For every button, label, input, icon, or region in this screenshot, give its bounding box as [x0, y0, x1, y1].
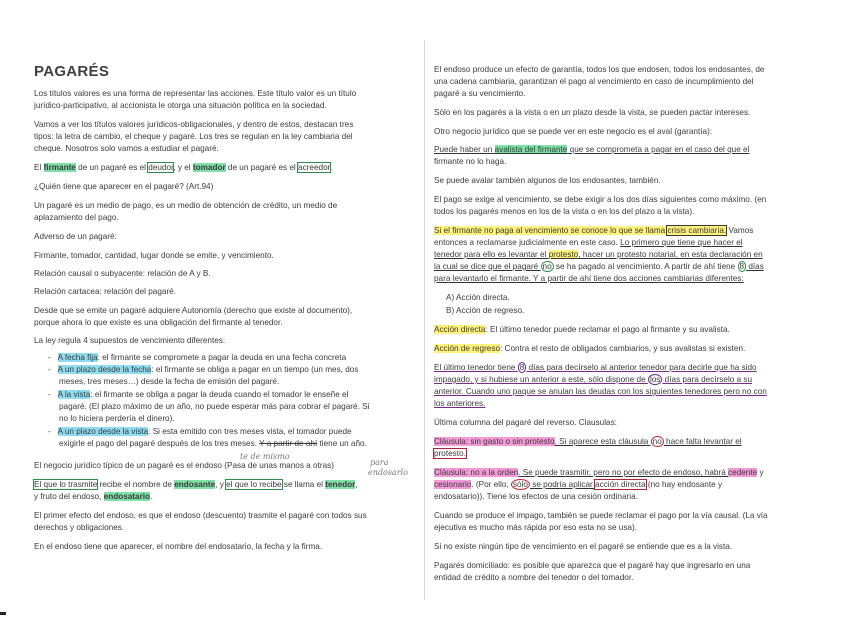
handwritten-note-3: endosarlo: [368, 468, 408, 477]
text: , y el: [173, 163, 193, 172]
boxed-deudor: deudor: [148, 163, 174, 172]
text: que se comprometa a pagar en el caso del que el: [567, 145, 750, 154]
boxed-acreedor: acreedor: [298, 163, 330, 172]
paragraph-5-line-2: aplazamiento del pago.: [34, 213, 119, 222]
highlight-no-a-la-orden: Cláusula: no a la orden: [434, 468, 519, 477]
paragraph-11: La ley regula 4 supuestos de vencimiento diferentes:: [34, 336, 226, 345]
text: : Contra el resto de obligados cambiarios, y sus avalistas si existen.: [500, 344, 746, 353]
paragraph-10-line-1: Desde que se emite un pagaré adquiere Autonomía (derecho que existe al documento),: [34, 306, 353, 315]
text: : el firmante se obliga a pagar en un tiempo (un mes, dos: [151, 365, 359, 374]
highlight-plazo-vista: A un plazo desde la vista: [57, 427, 149, 436]
right-paragraph-11-line-1: [434, 362, 757, 374]
right-paragraph-16: Si no existe ningún tipo de vencimiento en el pagaré se entiende que es a la vista.: [434, 542, 733, 551]
text: y fruto del endoso,: [34, 492, 104, 501]
text: Puede haber un: [434, 145, 495, 154]
text: Si el firmante no paga al vencimiento se conoce lo que se llama: [434, 226, 668, 235]
paragraph-2-line-2: tipos: la letra de cambio, el cheque y pagaré. Los tres se regulan en la ley cambiaria del: [34, 132, 353, 141]
text: (no hay endosante y: [645, 480, 723, 489]
text: para levantarlo el firmante. Y a partir de ahí tiene dos acciones cambiarias diferentes:: [434, 274, 744, 283]
highlight-accion-directa: Acción directa: [434, 325, 486, 334]
boxed-el-que-lo-recibe: el que lo recibe: [226, 480, 282, 489]
paragraph-3: [34, 162, 332, 174]
text: : Si esta emitido con tres meses vista, el tomador puede: [148, 427, 352, 436]
highlight-plazo-fecha: A un plazo desde la fecha: [57, 365, 152, 374]
paragraph-2-line-1: Vamos a ver los títulos valores jurídicos-obligacionales, y dentro de estos, destacan tres: [34, 120, 354, 129]
right-paragraph-7-line-4: [434, 261, 764, 273]
right-paragraph-14-line-2: [434, 479, 722, 491]
right-paragraph-3: Otro negocio jurídico que se puede ver en este negocio es el aval (garantía):: [434, 127, 713, 136]
paragraph-13-line-1: [34, 479, 358, 491]
paragraph-12: El negocio jurídico típico de un pagaré es el endoso (Pasa de unas manos a otras): [34, 461, 334, 470]
paragraph-6: Adverso de un pagaré:: [34, 232, 117, 241]
bullet-4-line-2: [59, 438, 367, 450]
text: de un pagaré es el: [225, 163, 299, 172]
bullet-2-line-2: meses, tres meses…) desde la fecha de emisión del pagaré.: [59, 377, 280, 386]
text: se llama el: [281, 480, 326, 489]
boxed-protesto: protesto.: [434, 449, 466, 458]
right-paragraph-10: [434, 343, 745, 355]
boxed-accion-directa: acción directa: [595, 480, 646, 489]
text: Vamos: [726, 226, 754, 235]
highlight-sin-gasto: Cláusula: sin gasto o sin protesto: [434, 437, 555, 446]
paragraph-9: Relación cartacea: relación del pagaré.: [34, 287, 177, 296]
text: ,: [355, 480, 358, 489]
right-option-a: A) Acción directa.: [446, 293, 510, 302]
bullet-3: - A la vista: el firmante se obliga a pagar la deuda cuando el tomador le enseñe el: [48, 390, 349, 399]
right-paragraph-6-line-1: El pago se exige al vencimiento, se debe exigir a los dos días siguientes como máximo. (en: [434, 195, 767, 204]
text: . (Por ello,: [471, 480, 511, 489]
text: impagado, y si hubiese un anterior a este, sólo dispone de: [434, 375, 648, 384]
paragraph-1-line-2: jurídico-participativo, al accionista le otorga una situación política en la sociedad.: [34, 101, 327, 110]
bullet-3-line-2: pagaré. (El plazo máximo de un año, no puede esperar más para cobrar el pagaré. Si: [59, 402, 370, 411]
right-paragraph-5: Se puede avalar también algunos de los endosantes, también.: [434, 176, 661, 185]
text: , hacer un protesto notarial, en esta declaración en: [578, 250, 763, 259]
circled-8-purple: 8: [519, 363, 525, 372]
text: El: [34, 163, 44, 172]
paragraph-15: En el endoso tiene que aparecer, el nombre del endosatario, la fecha y la firma.: [34, 542, 323, 551]
right-paragraph-14-line-3: endosatario)). Tiene los efectos de una cesión ordinaria.: [434, 492, 638, 501]
text: El último tenedor tiene: [434, 363, 518, 372]
right-option-b: B) Acción de regreso.: [446, 306, 525, 315]
text: , y: [215, 480, 227, 489]
right-paragraph-15-line-2: ejecutiva es mucho más rápida por eso esta no se usa).: [434, 523, 637, 532]
right-paragraph-11-line-2: [434, 374, 752, 386]
text: : el firmante se compromete a pagar la deuda en una fecha concreta: [97, 353, 347, 362]
right-paragraph-17-line-2: entidad de crédito a nombre del tenedor o del tomador.: [434, 573, 634, 582]
handwritten-note-1: te de mismo: [240, 452, 290, 461]
text: la cual se dice que el pagaré: [434, 262, 541, 271]
paragraph-7: Firmante, tomador, cantidad, lugar donde se emite, y vencimiento.: [34, 251, 274, 260]
right-paragraph-7-line-2: [434, 237, 743, 249]
struck-text: Y a partir de ahí: [259, 439, 318, 448]
circled-8: 8: [739, 262, 745, 271]
text: : el firmante se obliga a pagar la deuda cuando el tomador le enseñe el: [90, 390, 349, 399]
text: tiene un año.: [317, 439, 367, 448]
bullet-4: - A un plazo desde la vista: Si esta emitido con tres meses vista, el tomador puede: [48, 427, 352, 436]
right-paragraph-1-line-1: El endoso produce un efecto de garantía, todos los que endosen, todos los endosantes, de: [434, 65, 765, 74]
text: tenedor para ello es levantar el: [434, 250, 549, 259]
right-paragraph-1-line-2: una cadena cambiaria, garantizan el pago al vencimiento en caso de incumplimiento del: [434, 77, 754, 86]
text: días para decírselo a su: [662, 375, 753, 384]
circled-los-purple: los: [649, 375, 661, 384]
right-paragraph-4-line-2: firmante no lo haga.: [434, 157, 507, 166]
right-paragraph-13-line-1: [434, 436, 742, 448]
text: .: [329, 163, 333, 172]
paragraph-10-line-2: porque ahora lo que existe es una obligación del firmante al tenedor.: [34, 318, 283, 327]
text: Lo primero que tiene que hacer el: [620, 238, 743, 247]
handwritten-note-2: para: [370, 458, 389, 467]
text: los anteriores.: [434, 399, 486, 408]
text: exigirle el pago del pagaré después de los tres meses.: [59, 439, 260, 448]
text: . Se puede trasmitir, pero no por efecto de endoso, habrá: [518, 468, 729, 477]
text: días: [746, 262, 764, 271]
right-paragraph-7-line-5: [434, 273, 744, 285]
paragraph-14-line-2: derechos y obligaciones.: [34, 523, 125, 532]
text: y: [757, 468, 764, 477]
text: .: [150, 492, 153, 501]
highlight-tenedor: tenedor: [325, 480, 356, 489]
circled-solo: sólo: [512, 480, 528, 489]
right-paragraph-14-line-1: [434, 467, 764, 479]
highlight-firmante: firmante: [43, 163, 76, 172]
text: . Si aparece esta cláusula: [554, 437, 651, 446]
highlight-accion-regreso: Acción de regreso: [434, 344, 500, 353]
text: se ha pagado al vencimiento. A partir de ahí tiene: [553, 262, 738, 271]
bullet-3-line-3: no lo hiciera perdería el dinero).: [59, 414, 175, 423]
page-title: PAGARÉS: [34, 63, 110, 80]
right-paragraph-11-line-3: [434, 386, 767, 398]
right-paragraph-17-line-1: Pagarés domiciliado: es posible que aparezca que el pagaré hay que ingresarlo en una: [434, 561, 751, 570]
highlight-cesionario: cesionario: [434, 480, 472, 489]
highlight-cedente: cedente: [728, 468, 758, 477]
highlight-a-la-vista: A la vista: [57, 390, 91, 399]
right-paragraph-13-line-2: [434, 448, 466, 460]
circled-no-red: no: [652, 437, 662, 446]
right-paragraph-15-line-1: Cuando se produce el impago, también se puede reclamar el pago por la vía causal. (La vía: [434, 511, 768, 520]
text: : El último tenedor puede reclamar el pago al firmante y su avalista.: [485, 325, 730, 334]
highlight-endosante: endosante: [174, 480, 216, 489]
bullet-1: - A fecha fija: el firmante se compromete a pagar la deuda en una fecha concreta: [48, 353, 347, 362]
text: días para decírselo al anterior tenedor para decirle que ha sido: [526, 363, 757, 372]
highlight-protesto: protesto: [548, 250, 579, 259]
scan-edge-mark: [0, 612, 6, 615]
page-divider: [424, 40, 425, 600]
paragraph-13-line-2: [34, 491, 152, 503]
right-paragraph-4-line-1: [434, 144, 749, 156]
boxed-crisis-cambiaria: crisis cambiaria.: [667, 226, 727, 235]
paragraph-5-line-1: Un pagaré es un medio de pago, es un medio de obtención de crédito, un medio de: [34, 201, 338, 210]
text: hace falta levantar el: [663, 437, 742, 446]
right-paragraph-12: Última columna del pagaré del reverso. Clausulas:: [434, 418, 617, 427]
bullet-2: - A un plazo desde la fecha: el firmante se obliga a pagar en un tiempo (un mes, dos: [48, 365, 359, 374]
highlight-endosatario: endosatario: [103, 492, 151, 501]
paragraph-4: ¿Quién tiene que aparecer en el pagaré? (Art.94): [34, 182, 214, 191]
right-paragraph-6-line-2: todos los pagarés menos en los de la vista o en los del plazo a la vista).: [434, 207, 695, 216]
circled-no: no: [542, 262, 552, 271]
right-paragraph-9: [434, 324, 730, 336]
paragraph-14-line-1: El primer efecto del endoso, es que el endoso (descuento) trasmite el pagaré con todos sus: [34, 511, 367, 520]
right-paragraph-7-line-3: [434, 249, 763, 261]
right-paragraph-11-line-4: [434, 398, 485, 410]
paragraph-8: Relación causal o subyacente: relación de A y B.: [34, 269, 211, 278]
highlight-avalista: avalista del firmante: [494, 145, 568, 154]
text: entonces a reclamarse judicialmente en este caso.: [434, 238, 621, 247]
text: anterior. Cuando uno paque se anulan las deudas con los siguientes tenedores pero no con: [434, 387, 767, 396]
paragraph-1-line-1: Los títulos valores es una forma de representar las acciones. Este título valor es un título: [34, 89, 357, 98]
highlight-tomador: tomador: [192, 163, 226, 172]
right-paragraph-7-line-1: [434, 225, 753, 237]
right-paragraph-2: Sólo en los pagarés a la vista o en un plazo desde la vista, se pueden pactar intereses.: [434, 108, 751, 117]
highlight-fecha-fija: A fecha fija: [57, 353, 98, 362]
right-paragraph-1-line-3: pagaré a su vencimiento.: [434, 89, 526, 98]
boxed-el-que-lo-trasmite: El que lo trasmite: [34, 480, 98, 489]
text: de un pagaré es el: [75, 163, 149, 172]
text: recibe el nombre de: [97, 480, 175, 489]
paragraph-2-line-3: cheque. Nosotros solo vamos a estudiar el pagaré.: [34, 144, 219, 153]
text: se podría aplicar: [529, 480, 596, 489]
